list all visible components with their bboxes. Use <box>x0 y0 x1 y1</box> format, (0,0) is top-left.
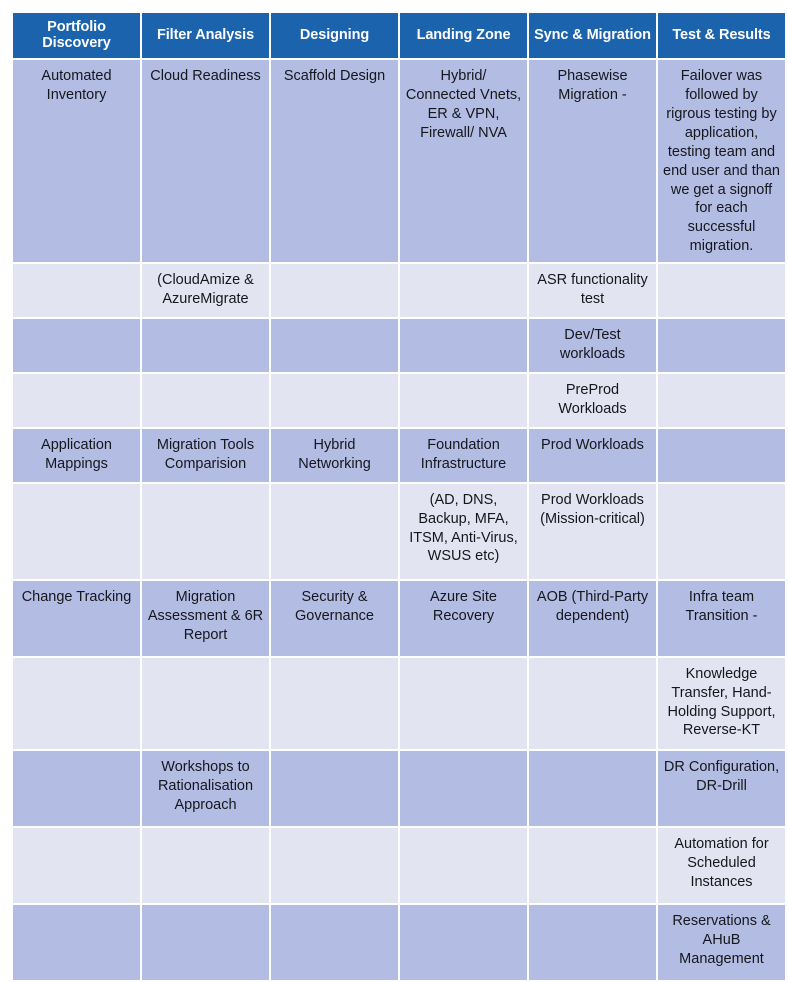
cell-r8-c2 <box>271 751 398 826</box>
cell-r4-c3: Foundation Infrastructure <box>400 429 527 482</box>
cell-r6-c4: AOB (Third-Party dependent) <box>529 581 656 656</box>
cell-r1-c0 <box>13 264 140 317</box>
cell-r9-c1 <box>142 828 269 903</box>
cell-r10-c3 <box>400 905 527 980</box>
cell-r8-c5: DR Configuration, DR-Drill <box>658 751 785 826</box>
table-row <box>13 751 785 826</box>
cell-r1-c5 <box>658 264 785 317</box>
cell-r10-c5: Reservations & AHuB Management <box>658 905 785 980</box>
table-row <box>13 828 785 903</box>
table-row <box>13 484 785 579</box>
cell-r2-c2 <box>271 319 398 372</box>
cell-r9-c0 <box>13 828 140 903</box>
table-row <box>13 60 785 261</box>
cell-r5-c4: Prod Workloads (Mission-critical) <box>529 484 656 579</box>
cell-r4-c1: Migration Tools Comparision <box>142 429 269 482</box>
cell-r0-c4: Phasewise Migration - <box>529 60 656 261</box>
cell-r7-c0 <box>13 658 140 749</box>
header-row <box>13 13 785 58</box>
table-header <box>13 13 785 58</box>
cell-r1-c4: ASR functionality test <box>529 264 656 317</box>
cell-r2-c5 <box>658 319 785 372</box>
table-row <box>13 905 785 980</box>
cell-r6-c0: Change Tracking <box>13 581 140 656</box>
cell-r1-c2 <box>271 264 398 317</box>
column-header-sync-migration: Sync & Migration <box>529 13 656 58</box>
cell-r4-c5 <box>658 429 785 482</box>
cell-r9-c4 <box>529 828 656 903</box>
cell-r10-c1 <box>142 905 269 980</box>
cell-r4-c0: Application Mappings <box>13 429 140 482</box>
cell-r5-c3: (AD, DNS, Backup, MFA, ITSM, Anti-Virus, WSUS etc) <box>400 484 527 579</box>
migration-phase-matrix <box>13 13 780 980</box>
cell-r4-c4: Prod Workloads <box>529 429 656 482</box>
cell-r7-c3 <box>400 658 527 749</box>
cell-r3-c5 <box>658 374 785 427</box>
cell-r5-c2 <box>271 484 398 579</box>
cell-r3-c4: PreProd Workloads <box>529 374 656 427</box>
column-header-portfolio-discovery: Portfolio Discovery <box>13 13 140 58</box>
cell-r10-c2 <box>271 905 398 980</box>
cell-r5-c1 <box>142 484 269 579</box>
cell-r4-c2: Hybrid Networking <box>271 429 398 482</box>
cell-r3-c3 <box>400 374 527 427</box>
cell-r5-c0 <box>13 484 140 579</box>
cell-r1-c3 <box>400 264 527 317</box>
cell-r5-c5 <box>658 484 785 579</box>
column-header-landing-zone: Landing Zone <box>400 13 527 58</box>
table-row <box>13 264 785 317</box>
cell-r1-c1: (CloudAmize & AzureMigrate <box>142 264 269 317</box>
cell-r7-c4 <box>529 658 656 749</box>
column-header-designing: Designing <box>271 13 398 58</box>
cell-r3-c0 <box>13 374 140 427</box>
cell-r7-c5: Knowledge Transfer, Hand-Holding Support, Reverse-KT <box>658 658 785 749</box>
table-row <box>13 374 785 427</box>
cell-r10-c4 <box>529 905 656 980</box>
table-row <box>13 429 785 482</box>
cell-r0-c3: Hybrid/ Connected Vnets, ER & VPN, Firewall/ NVA <box>400 60 527 261</box>
table-row <box>13 658 785 749</box>
cell-r9-c2 <box>271 828 398 903</box>
cell-r2-c4: Dev/Test workloads <box>529 319 656 372</box>
cell-r0-c1: Cloud Readiness <box>142 60 269 261</box>
phase-table <box>11 11 787 982</box>
table-row <box>13 581 785 656</box>
column-header-filter-analysis: Filter Analysis <box>142 13 269 58</box>
cell-r3-c2 <box>271 374 398 427</box>
cell-r6-c2: Security & Governance <box>271 581 398 656</box>
cell-r9-c5: Automation for Scheduled Instances <box>658 828 785 903</box>
cell-r7-c2 <box>271 658 398 749</box>
cell-r6-c5: Infra team Transition - <box>658 581 785 656</box>
cell-r8-c0 <box>13 751 140 826</box>
table-row <box>13 319 785 372</box>
table-body <box>13 60 785 979</box>
cell-r2-c3 <box>400 319 527 372</box>
cell-r8-c4 <box>529 751 656 826</box>
cell-r9-c3 <box>400 828 527 903</box>
cell-r8-c3 <box>400 751 527 826</box>
cell-r2-c1 <box>142 319 269 372</box>
cell-r6-c1: Migration Assessment & 6R Report <box>142 581 269 656</box>
cell-r8-c1: Workshops to Rationalisation Approach <box>142 751 269 826</box>
cell-r0-c2: Scaffold Design <box>271 60 398 261</box>
cell-r10-c0 <box>13 905 140 980</box>
cell-r3-c1 <box>142 374 269 427</box>
cell-r7-c1 <box>142 658 269 749</box>
cell-r6-c3: Azure Site Recovery <box>400 581 527 656</box>
column-header-test-results: Test & Results <box>658 13 785 58</box>
cell-r2-c0 <box>13 319 140 372</box>
cell-r0-c5: Failover was followed by rigrous testing by application, testing team and end user and than we get a signoff for each successful migration. <box>658 60 785 261</box>
cell-r0-c0: Automated Inventory <box>13 60 140 261</box>
